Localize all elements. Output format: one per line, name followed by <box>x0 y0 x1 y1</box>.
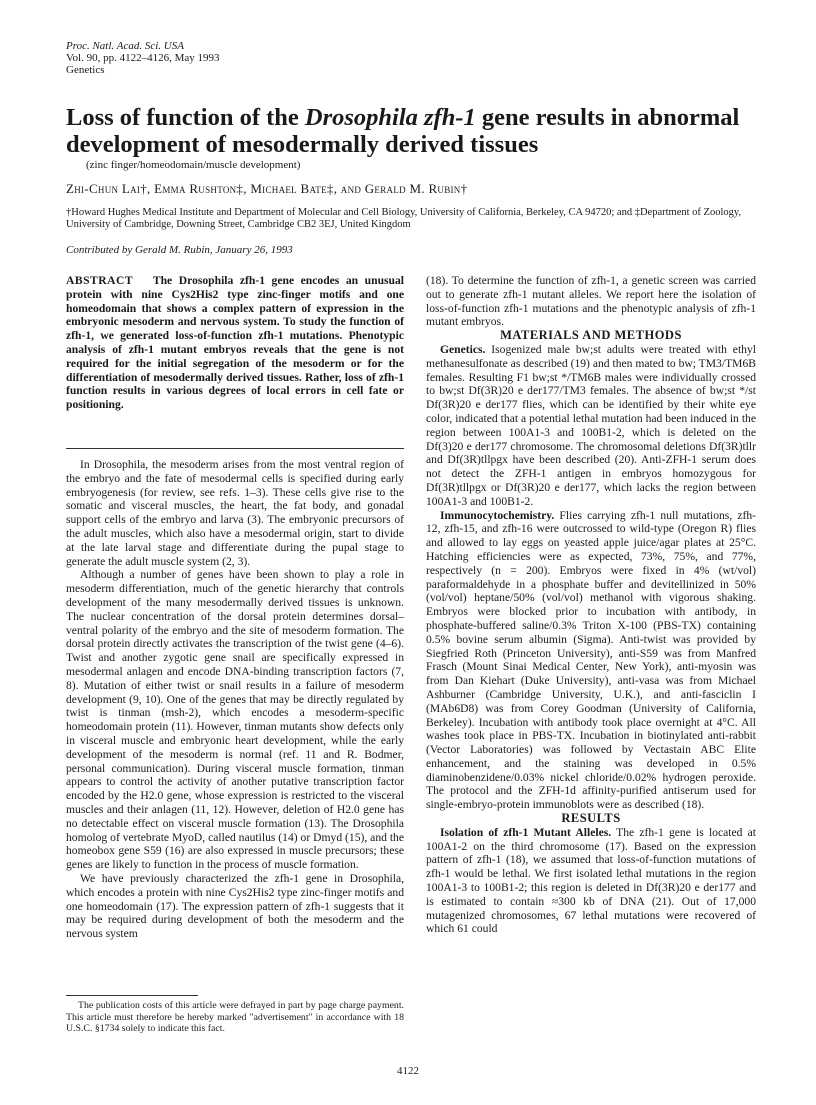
immuno-text: Flies carrying zfh-1 null mutations, zfh-12, zfh-15, and zfh-16 were outcrossed to wild-type (Oregon R) flies and allowed to lay eggs on yeasted apple juice/agar plates at 25°C. Hatching efficiencies were as expected, 73%, 75%, and 77%, respectively (n = 200). Embryos were fixed in 4% (wt/vol) paraformaldehyde in a phosphate buffer and devitellinized in 50% (vol/vol) heptane/50% (vol/vol) methanol with vigorous shaking. Embryos were blocked prior to incubation with antibody, in phosphate-buffered saline/0.3% Triton X-100 (PBS-TX) containing 0.5% bovine serum albumin (Sigma). Anti-twist was provided by Siegfried Roth (Princeton University), anti-S59 was from Manfred Frasch (Mount Sinai Medical Center, New York), anti-myosin was from Dan Kiehart (Duke University), anti-vasa was from Michael Ashburner (Cambridge University, U.K.), and anti-fasciclin I (MAb6D8) was from Corey Goodman (University of California, Berkeley). Incubation with antibody took place overnight at 4°C. All washes took place in PBS-TX. Incubation in biotinylated anti-rabbit (Vector Laboratories) was followed by Vectastain ABC Elite enhancement, and the staining was developed in 0.5% diaminobenzidene/0.03% nickel chloride/0.02% hydrogen peroxide. The protocol and the ZFH-1d affinity-purified antiserum used for single-embryo-protein immunoblots were as described (18). <box>426 508 756 812</box>
contributed-by: Contributed by Gerald M. Rubin, January 26, 1993 <box>66 244 293 256</box>
article-title <box>66 104 756 158</box>
immuno-label: Immunocytochemistry. <box>440 508 555 522</box>
isolation-text: The zfh-1 gene is located at 100A1-2 on the third chromosome (17). Based on the expression pattern of zfh-1 (18), we assumed that loss-of-function mutations of zfh-1 would be lethal. We first isolated lethal mutations in the region 100A1-3 to 100B1-2; this region is deleted in Df(3R)20 e der177 and is estimated to contain ≈300 kb of DNA (21). Out of 17,000 mutagenized chromosomes, 67 lethal mutations were recovered of which 61 could <box>426 825 756 936</box>
footnote: The publication costs of this article were defrayed in part by page charge payment. This article must therefore be hereby marked "advertisement" in accordance with 18 U.S.C. §1734 solely to indicate this fact. <box>66 1000 404 1034</box>
methods-heading: MATERIALS AND METHODS <box>500 328 682 343</box>
title-italic: Drosophila zfh-1 <box>304 104 476 131</box>
abstract-text: The Drosophila zfh-1 gene encodes an unusual protein with nine Cys2His2 type zinc-finger motifs and one homeodomain that shows a complex pattern of expression in the embryonic mesoderm and nervous system. To study the function of zfh-1, we generated loss-of-function zfh-1 mutations. Phenotypic analysis of zfh-1 mutant embryos reveals that the gene is not required for the initial segregation of the mesoderm or for the differentiation of mesodermally derived tissues. Rather, loss of zfh-1 function results in various degrees of local errors in cell fate or positioning. <box>66 274 405 412</box>
footnote-divider <box>66 995 198 996</box>
intro-paragraph-3: We have previously characterized the zfh-1 gene in Drosophila, which encodes a protein with nine Cys2His2 type zinc-finger motifs and one homeodomain (17). The expression pattern of zfh-1 suggests that it may be required during development of both the mesoderm and the nervous system <box>66 871 404 941</box>
authors-text: Zhi-Chun Lai†, Emma Rushton‡, Michael Bate‡, and Gerald M. Rubin† <box>66 181 468 196</box>
isolation-label: Isolation of zfh-1 Mutant Alleles. <box>440 825 612 839</box>
abstract-divider <box>66 448 404 449</box>
author-list <box>66 181 467 197</box>
volume-line: Vol. 90, pp. 4122–4126, May 1993 <box>66 52 220 64</box>
abstract <box>66 274 404 412</box>
abstract-label: ABSTRACT <box>66 274 134 287</box>
immuno-paragraph <box>426 509 756 813</box>
keywords: (zinc finger/homeodomain/muscle development) <box>86 159 301 171</box>
isolation-paragraph <box>426 826 756 936</box>
affiliations: †Howard Hughes Medical Institute and Department of Molecular and Cell Biology, University of California, Berkeley, CA 94720; and ‡Department of Zoology, University of Cambridge, Downing Street, Cambridge CB2 3EJ, United Kingdom <box>66 207 742 230</box>
results-heading: RESULTS <box>561 811 621 826</box>
intro-continuation: (18). To determine the function of zfh-1, a genetic screen was carried out to generate zfh-1 mutant alleles. We report here the isolation of loss-of-function zfh-1 mutations and the phenotypic analysis of zfh-1 mutant embryos. <box>426 274 756 329</box>
intro-paragraph-1: In Drosophila, the mesoderm arises from the most ventral region of the embryo and the fate of mesodermal cells is specified during early embryogenesis (for review, see refs. 1–3). These cells give rise to the somatic and visceral muscles, the heart, the fat body, and gonadal support cells of the embryo and larva (3). The embryonic precursors of the adult muscles, which also have a mesodermal origin, start to divide at the late larval stage and differentiate during the pupal stage to generate the adult muscle system (2, 3). <box>66 458 404 568</box>
genetics-text: Isogenized male bw;st adults were treated with ethyl methanesulfonate as described (19) and then mated to bw; TM3/TM6B females. Resulting F1 bw;st */TM6B males were individually crossed to bw;st Df(3R)20 e der177/TM3 females. The absence of bw;st */st Df(3R)20 e der177 flies, which can be identified by their white eye color, indicated that a potential lethal mutation had been induced in the region between 100A1-3 and 100B1-2, which is deleted on the Df(3)20 e der177 chromosome. The chromosomal deletions Df(3R)tllr and Df(3R)tllpgx have been described (20). Anti-ZFH-1 serum does not detect the ZFH-1 antigen in embryos homozygous for Df(3R)tllpgx or Df(3R)20 e der177, which lacks the region between 100A1-3 and 100B1-2. <box>426 342 756 508</box>
title-part1: Loss of function of the <box>66 104 305 131</box>
intro-paragraph-2: Although a number of genes have been shown to play a role in mesoderm differentiation, much of the genetic hierarchy that controls development of the many mesodermally derived tissues is unknown. The nuclear concentration of the dorsal protein determines dorsal–ventral polarity of the embryo and the site of mesoderm formation. The dorsal protein directly activates the transcription of the twist gene (4–6). Twist and another zygotic gene snail are specifically expressed in mesodermal anlagen and encode DNA-binding transcription factors (7, 8). Mutation of either twist or snail results in a failure of mesoderm development (9, 10). One of the genes that may be directly regulated by twist is tinman (msh-2), which encodes a mesoderm-specific homeodomain protein (11). However, tinman mutants show defects only in visceral muscle and embryonic heart development, while the early development of the mesoderm is normal (ref. 11 and R. Bodmer, personal communication). During visceral muscle formation, tinman appears to control the activity of another putative transcription factor encoded by the H2.0 gene, whose expression is restricted to the visceral muscles and their anlagen (11, 12). However, deletion of H2.0 gene has no detectable effect on visceral muscle formation (13). The Drosophila homolog of vertebrate MyoD, called nautilus (14) or Dmyd (15), and the homeobox gene S59 (16) are also expressed in muscle precursors; these genes are likely to function in the process of muscle formation. <box>66 568 404 872</box>
title-part2: gene results in abnormal development of mesodermally derived tissues <box>66 104 740 158</box>
journal-header <box>66 40 220 76</box>
genetics-label: Genetics. <box>440 342 486 356</box>
section-name: Genetics <box>66 64 105 76</box>
introduction <box>66 458 404 941</box>
journal-name: Proc. Natl. Acad. Sci. USA <box>66 40 184 52</box>
page-number: 4122 <box>397 1065 419 1077</box>
right-column <box>426 274 756 936</box>
genetics-paragraph <box>426 343 756 509</box>
